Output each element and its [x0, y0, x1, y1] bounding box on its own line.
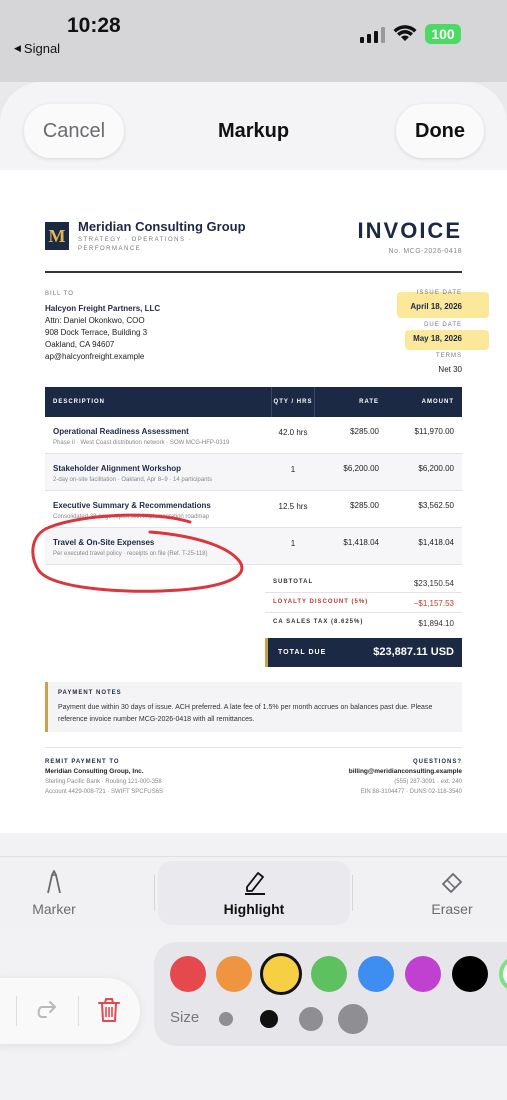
color-swatch-orange[interactable]	[216, 956, 252, 992]
color-size-panel	[154, 942, 507, 1046]
totals-divider	[265, 592, 462, 593]
tool-eraser-label: Eraser	[431, 901, 473, 917]
issue-date: April 18, 2026	[410, 302, 462, 311]
total-due-label: TOTAL DUE	[278, 649, 327, 656]
due-date-label: DUE DATE	[424, 322, 462, 328]
terms-value: Net 30	[438, 365, 462, 374]
subtotal-value: $23,150.54	[413, 579, 454, 588]
tool-divider	[154, 875, 155, 911]
discount-label: LOYALTY DISCOUNT (5%)	[273, 599, 369, 605]
markup-toolbar	[0, 856, 507, 928]
battery-indicator: 100	[425, 24, 461, 44]
client-city: Oakland, CA 94607	[45, 340, 115, 349]
item-title: Operational Readiness Assessment	[53, 427, 189, 436]
questions-email: billing@meridianconsulting.example	[348, 768, 462, 775]
tool-highlight-label: Highlight	[223, 901, 285, 917]
client-name: Halcyon Freight Partners, LLC	[45, 304, 161, 313]
invoice-document[interactable]	[0, 170, 507, 833]
marker-icon	[41, 869, 67, 895]
cellular-signal-icon	[360, 27, 386, 43]
remit-block	[45, 757, 163, 797]
subtotal-label: SUBTOTAL	[273, 579, 314, 585]
status-bar	[0, 0, 507, 82]
color-swatch-red[interactable]	[170, 956, 206, 992]
client-street: 908 Dock Terrace, Building 3	[45, 328, 148, 337]
status-time: 10:28	[67, 14, 121, 37]
cancel-button[interactable]: Cancel	[24, 104, 124, 158]
size-option-2[interactable]	[260, 1010, 278, 1028]
client-attn: Attn: Daniel Okonkwo, COO	[45, 316, 145, 325]
item-title: Travel & On-Site Expenses	[53, 538, 155, 547]
trash-icon[interactable]	[96, 996, 122, 1024]
item-subtitle: Phase II · West Coast distribution network · SOW MCG-HFP-0319	[53, 440, 230, 446]
col-description: DESCRIPTION	[53, 399, 106, 405]
due-date: May 18, 2026	[413, 334, 462, 343]
col-rate: RATE	[359, 399, 379, 405]
back-app-label: Signal	[23, 41, 61, 56]
invoice-heading: INVOICE	[357, 218, 462, 243]
questions-phone: (555) 287-3091 · ext. 240	[394, 779, 462, 785]
color-swatch-multicolor[interactable]	[499, 956, 507, 992]
item-qty: 1	[290, 539, 296, 548]
item-subtitle: Consolidated 38-page report with implementation roadmap	[53, 514, 210, 520]
bill-to-block	[45, 303, 160, 363]
color-swatch-purple[interactable]	[405, 956, 441, 992]
tax-value: $1,894.10	[418, 619, 454, 628]
remit-account: Account 4429-008-721 · SWIFT SPCFUS6S	[45, 789, 163, 795]
tool-marker[interactable]	[8, 857, 100, 929]
item-amount: $11,970.00	[414, 427, 454, 436]
wifi-icon	[393, 24, 417, 42]
item-title: Executive Summary & Recommendations	[53, 501, 211, 510]
payment-notes-label: PAYMENT NOTES	[58, 690, 122, 696]
discount-value: −$1,157.53	[413, 599, 454, 608]
item-qty: 12.5 hrs	[278, 502, 308, 511]
item-amount: $6,200.00	[418, 464, 454, 473]
table-header	[45, 387, 462, 417]
item-qty: 1	[290, 465, 296, 474]
payment-notes	[45, 682, 462, 732]
item-qty: 42.0 hrs	[278, 428, 308, 437]
questions-label: QUESTIONS?	[412, 759, 462, 765]
tool-divider	[352, 875, 353, 911]
remit-label: REMIT PAYMENT TO	[45, 759, 120, 765]
sheet-title: Markup	[217, 120, 290, 142]
table-row	[45, 528, 462, 565]
item-rate: $6,200.00	[343, 464, 379, 473]
size-option-3[interactable]	[299, 1007, 323, 1031]
table-row	[45, 454, 462, 491]
header-divider	[45, 271, 462, 273]
back-to-app-link[interactable]	[14, 41, 60, 56]
edit-actions	[0, 978, 140, 1044]
color-swatch-green[interactable]	[311, 956, 347, 992]
tax-label: CA SALES TAX (8.625%)	[273, 619, 364, 625]
payment-notes-text: Payment due within 30 days of issue. ACH preferred. A late fee of 1.5% per month accrues on balances past due. Please reference invoice number MCG-2026-0418 with all remittances.	[58, 704, 433, 723]
size-option-1[interactable]	[219, 1012, 233, 1026]
questions-block	[349, 757, 462, 797]
redo-icon[interactable]	[34, 998, 60, 1024]
company-tagline: STRATEGY · OPERATIONS · PERFORMANCE	[78, 237, 193, 252]
tool-marker-label: Marker	[32, 901, 76, 917]
color-swatch-yellow[interactable]	[260, 953, 302, 995]
tool-highlight[interactable]	[158, 861, 350, 925]
highlighter-icon	[241, 869, 267, 895]
table-row	[45, 491, 462, 528]
item-title: Stakeholder Alignment Workshop	[53, 464, 182, 473]
item-subtitle: 2-day on-site facilitation · Oakland, Apr 8–9 · 14 participants	[53, 477, 213, 483]
item-rate: $1,418.04	[343, 538, 379, 547]
col-amount: AMOUNT	[421, 399, 454, 405]
color-swatch-blue[interactable]	[358, 956, 394, 992]
action-divider	[16, 996, 17, 1026]
client-email: ap@halcyonfreight.example	[45, 352, 145, 361]
back-triangle-icon: ◀	[14, 43, 21, 53]
total-due-bar	[265, 638, 462, 667]
footer-divider	[45, 747, 462, 748]
invoice-number: No. MCG-2026-0418	[388, 248, 462, 255]
remit-bank: Sterling Pacific Bank · Routing 121-000-358	[45, 779, 162, 785]
done-button[interactable]: Done	[396, 104, 484, 158]
tool-eraser[interactable]	[404, 857, 500, 929]
color-swatch-black[interactable]	[452, 956, 488, 992]
col-qty: QTY / HRS	[271, 387, 315, 417]
size-label: Size	[170, 1009, 200, 1026]
company-logo: M	[45, 222, 69, 250]
remit-name: Meridian Consulting Group, Inc.	[45, 768, 144, 775]
bill-to-label: BILL TO	[45, 291, 74, 297]
item-amount: $3,562.50	[418, 501, 454, 510]
item-rate: $285.00	[350, 427, 379, 436]
sheet-header	[0, 82, 507, 170]
totals-divider	[265, 612, 462, 613]
markup-sheet	[0, 82, 507, 1100]
eraser-icon	[439, 869, 465, 895]
issue-date-label: ISSUE DATE	[416, 290, 462, 296]
terms-label: TERMS	[436, 353, 462, 359]
total-due-value: $23,887.11 USD	[373, 646, 454, 658]
item-amount: $1,418.04	[418, 538, 454, 547]
table-row	[45, 417, 462, 454]
item-rate: $285.00	[350, 501, 379, 510]
size-option-4[interactable]	[338, 1004, 368, 1034]
action-divider	[78, 996, 79, 1026]
item-subtitle: Per executed travel policy · receipts on file (Ref. T-25-118)	[53, 551, 208, 557]
questions-ids: EIN 88-3104477 · DUNS 02-118-3540	[360, 789, 462, 795]
company-name: Meridian Consulting Group	[78, 219, 246, 234]
